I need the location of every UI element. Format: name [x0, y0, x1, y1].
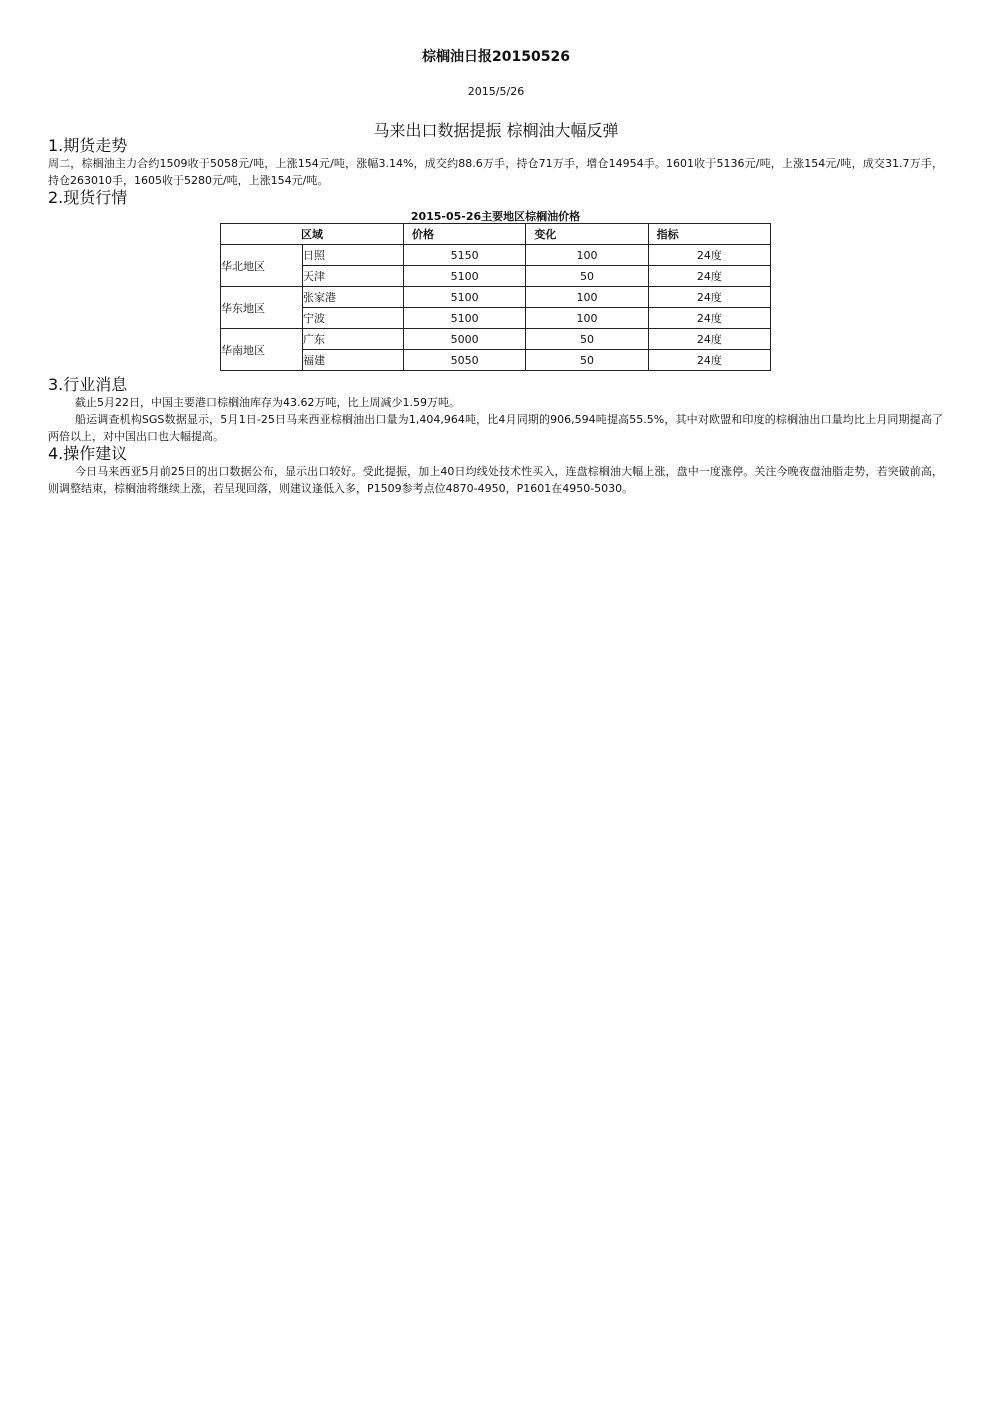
change-cell: 50: [526, 350, 648, 371]
price-cell: 5100: [404, 308, 526, 329]
price-cell: 5050: [404, 350, 526, 371]
industry-news-paragraph-2: 船运调查机构SGS数据显示，5月1日-25日马来西亚棕榈油出口量为1,404,964吨，比4月同期的906,594吨提高55.5%，其中对欧盟和印度的棕榈油出口量均比上月同期提高了两倍以上，对中国出口也大幅提高。: [48, 413, 943, 443]
industry-news-paragraph-1: 截止5月22日，中国主要港口棕榈油库存为43.62万吨，比上周减少1.59万吨。: [75, 396, 460, 409]
suggestion-paragraph: 今日马来西亚5月前25日的出口数据公布，显示出口较好。受此提振，加上40日均线处技术性买入，连盘棕榈油大幅上涨，盘中一度涨停。关注今晚夜盘油脂走势，若突破前高，则调整结束，棕榈油将继续上涨，若呈现回落，则建议逢低入多，P1509参考点位4870-4950，P1601在4950-5030。: [48, 465, 943, 495]
spec-cell: 24度: [648, 308, 770, 329]
city-cell: 广东: [303, 329, 404, 350]
table-row: [221, 287, 771, 308]
table-caption: 2015-05-26主要地区棕榈油价格: [410, 210, 581, 223]
spec-cell: 24度: [648, 287, 770, 308]
column-header-region: 区域: [221, 224, 404, 245]
column-header-price: 价格: [404, 224, 526, 245]
change-cell: 50: [526, 266, 648, 287]
column-header-spec: 指标: [648, 224, 770, 245]
futures-paragraph: 周二，棕榈油主力合约1509收于5058元/吨，上涨154元/吨，涨幅3.14%，成交约88.6万手，持仓71万手，增仓14954手。1601收于5136元/吨，上涨154元/吨，成交31.7万手，持仓263010手，1605收于5280元/吨，上涨154元/吨。: [48, 157, 943, 187]
section-heading-futures: 1.期货走势: [48, 136, 128, 155]
report-headline: 马来出口数据提振 棕榈油大幅反弹: [373, 121, 619, 140]
region-cell: 华东地区: [221, 287, 303, 329]
section-heading-industry-news: 3.行业消息: [48, 375, 128, 394]
spec-cell: 24度: [648, 245, 770, 266]
table-row: [221, 308, 771, 329]
section-heading-suggestion: 4.操作建议: [48, 444, 128, 463]
change-cell: 100: [526, 287, 648, 308]
column-header-change: 变化: [526, 224, 648, 245]
price-cell: 5150: [404, 245, 526, 266]
table-row: [221, 350, 771, 371]
spot-price-table: [220, 223, 771, 371]
city-cell: 日照: [303, 245, 404, 266]
city-cell: 宁波: [303, 308, 404, 329]
spec-cell: 24度: [648, 350, 770, 371]
document-title: 棕榈油日报20150526: [422, 49, 570, 65]
price-cell: 5000: [404, 329, 526, 350]
change-cell: 50: [526, 329, 648, 350]
city-cell: 福建: [303, 350, 404, 371]
city-cell: 天津: [303, 266, 404, 287]
section-heading-spot: 2.现货行情: [48, 188, 128, 207]
change-cell: 100: [526, 245, 648, 266]
spec-cell: 24度: [648, 329, 770, 350]
city-cell: 张家港: [303, 287, 404, 308]
table-row: [221, 329, 771, 350]
price-cell: 5100: [404, 287, 526, 308]
table-row: [221, 245, 771, 266]
price-cell: 5100: [404, 266, 526, 287]
region-cell: 华南地区: [221, 329, 303, 371]
spec-cell: 24度: [648, 266, 770, 287]
table-header-row: [221, 224, 771, 245]
table-row: [221, 266, 771, 287]
document-date: 2015/5/26: [467, 85, 525, 98]
region-cell: 华北地区: [221, 245, 303, 287]
change-cell: 100: [526, 308, 648, 329]
